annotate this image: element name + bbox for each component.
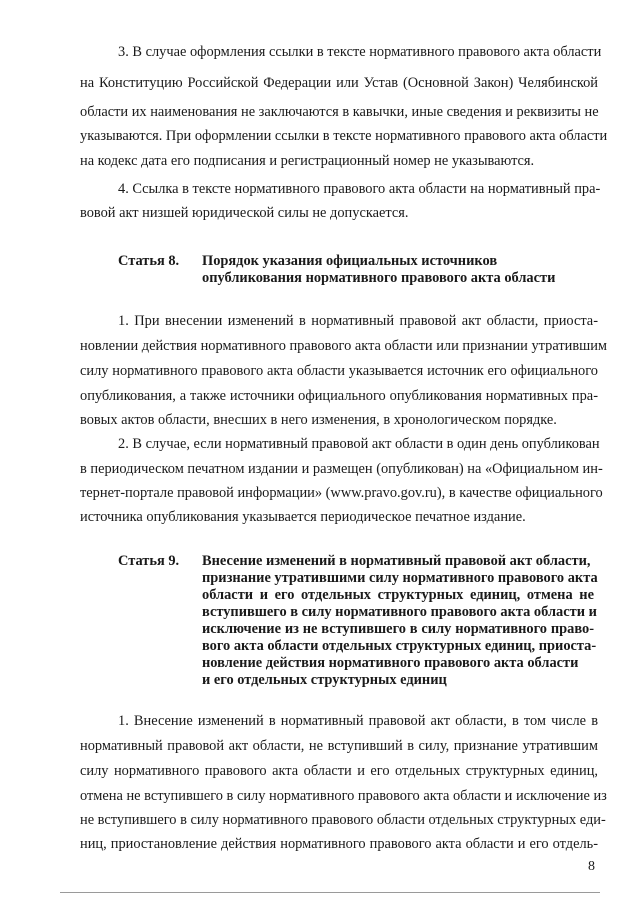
article-9-point-1-line: нормативный правовой акт области, не вступивший в силу, признание утратившим xyxy=(80,738,598,754)
article-8-point-2-line: источника опубликования указывается периодическое печатное издание. xyxy=(80,509,526,525)
footer-divider xyxy=(60,892,600,893)
article-8-point-1-line: силу нормативного правового акта области указывается источник его официального xyxy=(80,363,598,379)
article-9-point-1-line: силу нормативного правового акта области и его отдельных структурных единиц, xyxy=(80,763,598,779)
article-9-point-1-line: 1. Внесение изменений в нормативный правовой акт области, в том числе в xyxy=(118,713,598,729)
article-8-point-2-line: тернет-портале правовой информации» (www.pravo.gov.ru), в качестве официального xyxy=(80,485,603,501)
paragraph-3-line: 3. В случае оформления ссылки в тексте нормативного правового акта области xyxy=(118,44,602,60)
article-9-title-line: Внесение изменений в нормативный правовой акт области, xyxy=(202,553,591,569)
article-9-title-line: и его отдельных структурных единиц xyxy=(202,672,447,688)
article-9-point-1-line: ниц, приостановление действия нормативного правового акта области и его отдель- xyxy=(80,836,598,852)
article-9-title-line: исключение из не вступившего в силу нормативного право- xyxy=(202,621,594,637)
article-8-title-line: опубликования нормативного правового акта области xyxy=(202,270,556,286)
article-8-point-2-line: в периодическом печатном издании и размещен (опубликован) на «Официальном ин- xyxy=(80,461,603,477)
paragraph-4-line: 4. Ссылка в тексте нормативного правового акта области на нормативный пра- xyxy=(118,181,601,197)
article-9-title-line: новление действия нормативного правового акта области xyxy=(202,655,579,671)
article-9-label: Статья 9. xyxy=(118,553,180,569)
article-8-point-1-line: опубликования, а также источники официального опубликования нормативных пра- xyxy=(80,388,598,404)
paragraph-3-line: на Конституцию Российской Федерации или Устав (Основной Закон) Челябинской xyxy=(80,75,598,91)
article-9-title-line: вступившего в силу нормативного правового акта области и xyxy=(202,604,597,620)
article-9-point-1-line: не вступившего в силу нормативного правового области отдельных структурных еди- xyxy=(80,812,606,828)
article-8-point-1-line: новлении действия нормативного правового акта области или признании утратившим xyxy=(80,338,608,354)
article-9-point-1-line: отмена не вступившего в силу нормативного правового акта области и исключение из xyxy=(80,788,607,804)
article-8-point-1-line: вовых актов области, внесших в него изменения, в хронологическом порядке. xyxy=(80,412,557,428)
paragraph-4-line: вовой акт низшей юридической силы не допускается. xyxy=(80,205,409,221)
article-8-point-1-line: 1. При внесении изменений в нормативный правовой акт области, приоста- xyxy=(118,313,598,329)
article-8-label: Статья 8. xyxy=(118,253,180,269)
article-9-title-line: вого акта области отдельных структурных единиц, приоста- xyxy=(202,638,597,654)
paragraph-3-line: области их наименования не заключаются в кавычки, иные сведения и реквизиты не xyxy=(80,104,599,120)
article-9-title-line: области и его отдельных структурных единиц, отмена не xyxy=(202,587,594,603)
paragraph-3-line: указываются. При оформлении ссылки в тексте нормативного правового акта области xyxy=(80,128,608,144)
paragraph-3-line: на кодекс дата его подписания и регистрационный номер не указываются. xyxy=(80,153,535,169)
article-8-point-2-line: 2. В случае, если нормативный правовой акт области в один день опубликован xyxy=(118,436,600,452)
article-9-title-line: признание утратившими силу нормативного правового акта xyxy=(202,570,598,586)
article-8-title-line: Порядок указания официальных источников xyxy=(202,253,498,269)
page-number: 8 xyxy=(588,859,595,874)
